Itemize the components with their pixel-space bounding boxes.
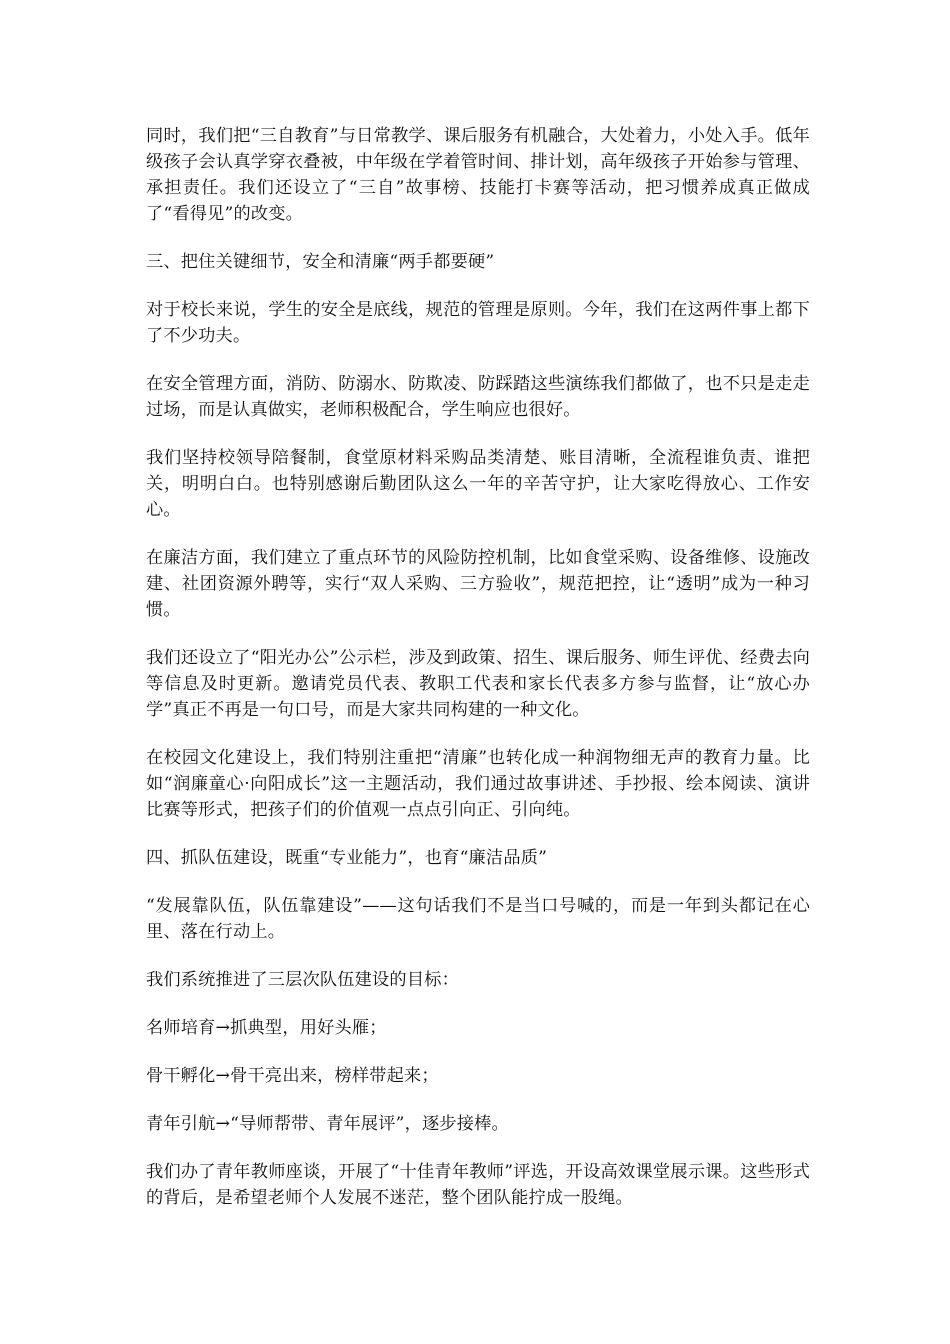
paragraph-safety-intro: 对于校长来说，学生的安全是底线，规范的管理是原则。今年，我们在这两件事上都下了不少功夫。 [146,300,810,346]
paragraph-integrity-risk: 在廉洁方面，我们建立了重点环节的风险防控机制，比如食堂采购、设备维修、设施改建、社团资源外聘等，实行“双人采购、三方验收”，规范把控，让“透明”成为一种习惯。 [146,548,810,620]
paragraph-three-level-goal: 我们系统推进了三层次队伍建设的目标： [146,970,459,990]
section-heading-4: 四、抓队伍建设，既重“专业能力”，也育“廉洁品质” [146,848,548,868]
document-body [146,123,810,1233]
paragraph-safety-drills: 在安全管理方面，消防、防溺水、防欺凌、防踩踏这些演练我们都做了，也不只是走走过场，而是认真做实，老师积极配合，学生响应也很好。 [146,374,810,420]
list-item-young-pilot: 青年引航→“导师帮带、青年展评”，逐步接棒。 [146,1114,509,1134]
paragraph-campus-culture: 在校园文化建设上，我们特别注重把“清廉”也转化成一种润物细无声的教育力量。比如“润廉童心·向阳成长”这一主题活动，我们通过故事讲述、手抄报、绘本阅读、演讲比赛等形式，把孩子们的价值观一点点引向正、引向纯。 [146,748,810,820]
paragraph-canteen: 我们坚持校领导陪餐制，食堂原材料采购品类清楚、账目清晰，全流程谁负责、谁把关，明明白白。也特别感谢后勤团队这么一年的辛苦守护，让大家吃得放心、工作安心。 [146,448,810,520]
paragraph-young-teachers: 我们办了青年教师座谈，开展了“十佳青年教师”评选，开设高效课堂展示课。这些形式的背后，是希望老师个人发展不迷茫，整个团队能拧成一股绳。 [146,1162,810,1208]
paragraph-sunshine-office: 我们还设立了“阳光办公”公示栏，涉及到政策、招生、课后服务、师生评优、经费去向等信息及时更新。邀请党员代表、教职工代表和家长代表多方参与监督，让“放心办学”真正不再是一句口号，而是大家共同构建的一种文化。 [146,648,810,720]
section-heading-3: 三、把住关键细节，安全和清廉“两手都要硬” [146,252,495,272]
paragraph-team-motto: “发展靠队伍，队伍靠建设”——这句话我们不是当口号喊的，而是一年到头都记在心里、落在行动上。 [146,896,810,942]
list-item-backbone: 骨干孵化→骨干亮出来，榜样带起来； [146,1066,439,1086]
list-item-famous-teacher: 名师培育→抓典型，用好头雁； [146,1018,387,1038]
paragraph-three-self-education: 同时，我们把“三自教育”与日常教学、课后服务有机融合，大处着力，小处入手。低年级孩子会认真学穿衣叠被，中年级在学着管时间、排计划，高年级孩子开始参与管理、承担责任。我们还设立了“三自”故事榜、技能打卡赛等活动，把习惯养成真正做成了“看得见”的改变。 [146,126,810,224]
